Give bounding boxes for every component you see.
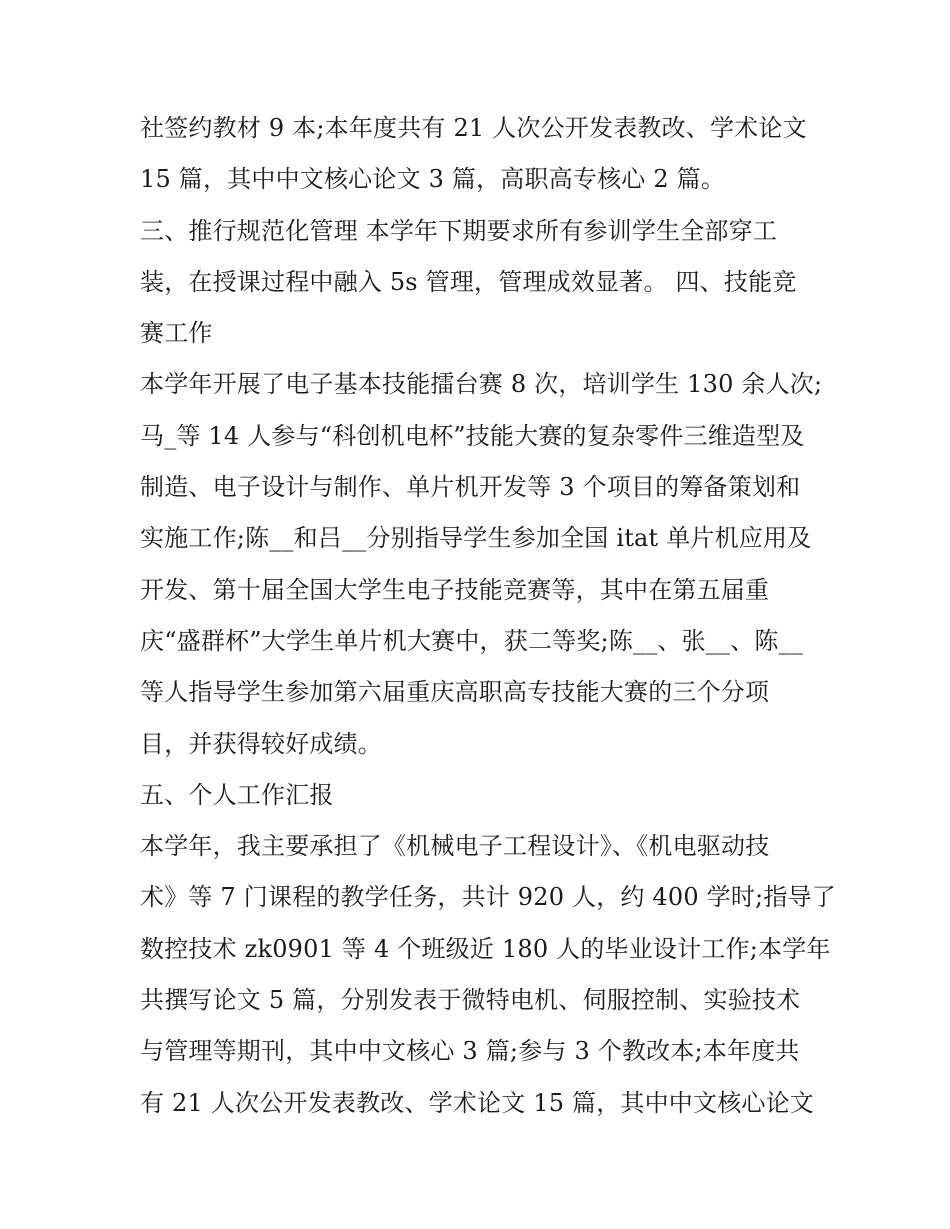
text-line: 数控技术 zk0901 等 4 个班级近 180 人的毕业设计工作;本学年 <box>140 934 831 963</box>
text-line: 共撰写论文 5 篇，分别发表于微特电机、伺服控制、实验技术 <box>140 986 801 1015</box>
text-line: 马_等 14 人参与“科创机电杯”技能大赛的复杂零件三维造型及 <box>140 421 805 450</box>
text-line: 实施工作;陈__和吕__分别指导学生参加全国 itat 单片机应用及 <box>140 524 812 553</box>
text-line: 有 21 人次公开发表教改、学术论文 15 篇，其中中文核心论文 <box>140 1088 814 1117</box>
text-line: 等人指导学生参加第六届重庆高职高专技能大赛的三个分项 <box>140 678 770 707</box>
text-line: 开发、第十届全国大学生电子技能竞赛等，其中在第五届重 <box>140 575 770 604</box>
text-line: 与管理等期刊，其中中文核心 3 篇;参与 3 个教改本;本年度共 <box>140 1037 800 1066</box>
text-line: 社签约教材 9 本;本年度共有 21 人次公开发表教改、学术论文 <box>140 114 807 142</box>
text-line: 本学年开展了电子基本技能擂台赛 8 次，培训学生 130 余人次; <box>140 370 823 399</box>
text-line: 本学年，我主要承担了《机械电子工程设计》、《机电驱动技 <box>140 832 770 861</box>
text-line: 赛工作 <box>140 319 213 348</box>
text-line: 15 篇，其中中文核心论文 3 篇，高职高专核心 2 篇。 <box>140 165 726 194</box>
text-line: 目，并获得较好成绩。 <box>140 729 382 758</box>
text-line: 三、推行规范化管理 本学年下期要求所有参训学生全部穿工 <box>140 216 778 245</box>
document-body <box>140 103 836 1129</box>
text-line: 庆“盛群杯”大学生单片机大赛中，获二等奖;陈__、张__、陈__ <box>140 626 804 655</box>
text-line: 术》等 7 门课程的教学任务，共计 920 人，约 400 学时;指导了 <box>140 883 836 912</box>
text-line: 制造、电子设计与制作、单片机开发等 3 个项目的筹备策划和 <box>140 473 801 502</box>
section-heading: 五、个人工作汇报 <box>140 780 334 809</box>
text-line: 装，在授课过程中融入 5s 管理，管理成效显著。 四、技能竞 <box>140 267 797 296</box>
